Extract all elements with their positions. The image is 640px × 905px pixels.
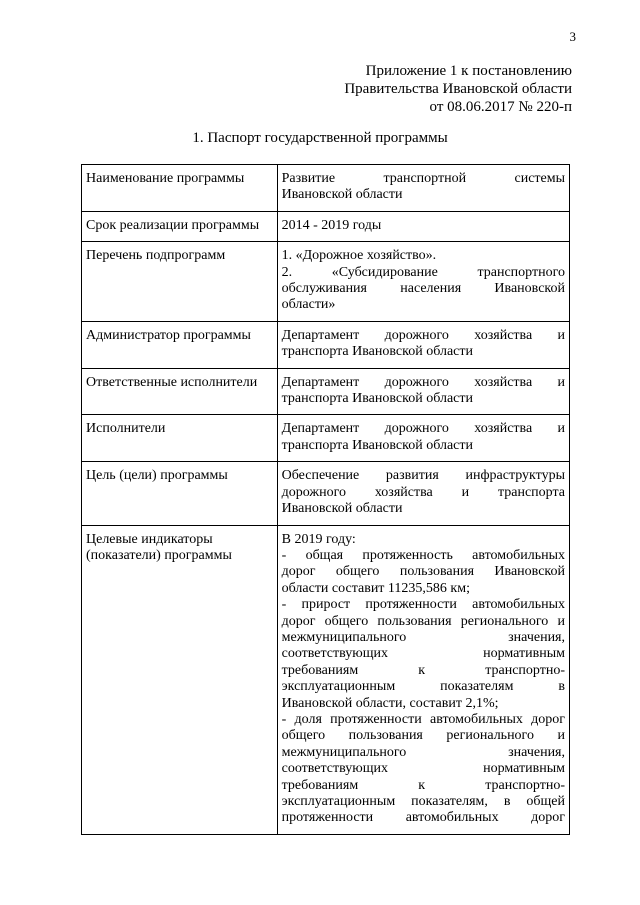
row-value: общего пользования регионального и bbox=[281, 728, 565, 744]
row-value: требованиям к транспортно- bbox=[281, 662, 565, 678]
row-value: Ивановской области bbox=[281, 187, 403, 203]
table-row bbox=[82, 165, 570, 212]
row-value: Департамент дорожного хозяйства и bbox=[281, 421, 565, 437]
row-value: - прирост протяженности автомобильных bbox=[281, 597, 565, 613]
appendix-line: от 08.06.2017 № 220-п bbox=[429, 99, 572, 115]
table-row bbox=[82, 415, 570, 462]
row-label-cell bbox=[82, 415, 278, 462]
row-label-cell bbox=[82, 211, 278, 241]
row-value: Департамент дорожного хозяйства и bbox=[281, 374, 565, 390]
row-value-cell bbox=[277, 368, 569, 415]
appendix-line: Правительства Ивановской области bbox=[344, 81, 572, 97]
row-label-cell bbox=[82, 242, 278, 322]
row-value: Обеспечение развития инфраструктуры bbox=[281, 468, 565, 484]
table-row bbox=[82, 525, 570, 834]
row-value: межмуниципального значения, bbox=[281, 744, 565, 760]
row-label-cell bbox=[82, 165, 278, 212]
row-label: Ответственные исполнители bbox=[86, 374, 258, 390]
row-value-cell bbox=[277, 415, 569, 462]
row-value-cell bbox=[277, 321, 569, 368]
row-value-cell bbox=[277, 462, 569, 525]
row-label: Перечень подпрограмм bbox=[86, 248, 226, 264]
row-value: транспорта Ивановской области bbox=[281, 344, 474, 360]
row-value: транспорта Ивановской области bbox=[281, 437, 474, 453]
row-label: Целевые индикаторы bbox=[86, 531, 213, 547]
row-label: Срок реализации программы bbox=[86, 217, 260, 233]
row-label: Администратор программы bbox=[86, 327, 251, 343]
row-label: Цель (цели) программы bbox=[86, 468, 228, 484]
row-label: (показатели) программы bbox=[86, 547, 232, 563]
row-value: межмуниципального значения, bbox=[281, 629, 565, 645]
row-value: области составит 11235,586 км; bbox=[281, 580, 470, 596]
row-value: протяженности автомобильных дорог bbox=[281, 810, 565, 826]
passport-table bbox=[81, 164, 570, 835]
row-value: обслуживания населения Ивановской bbox=[281, 281, 565, 297]
table-row bbox=[82, 321, 570, 368]
row-label-cell bbox=[82, 321, 278, 368]
table-row bbox=[82, 462, 570, 525]
page-number: 3 bbox=[569, 29, 576, 44]
row-label: Наименование программы bbox=[86, 171, 245, 186]
row-value-cell bbox=[277, 242, 569, 322]
passport-table-body bbox=[82, 165, 570, 835]
row-value: - доля протяженности автомобильных дорог bbox=[281, 711, 565, 727]
row-value: дорог общего пользования Ивановской bbox=[281, 564, 565, 580]
row-value: Ивановской области, составит 2,1%; bbox=[281, 695, 499, 711]
row-value: 1. «Дорожное хозяйство». bbox=[281, 248, 437, 264]
row-label-cell bbox=[82, 368, 278, 415]
row-value-cell bbox=[277, 211, 569, 241]
row-value: Департамент дорожного хозяйства и bbox=[281, 327, 565, 343]
table-row bbox=[82, 242, 570, 322]
row-value-cell bbox=[277, 165, 569, 212]
row-value-cell bbox=[277, 525, 569, 834]
section-title: 1. Паспорт государственной программы bbox=[192, 130, 448, 146]
row-value: соответствующих нормативным bbox=[281, 646, 565, 662]
table-row bbox=[82, 211, 570, 241]
table-row bbox=[82, 368, 570, 415]
row-label-cell bbox=[82, 462, 278, 525]
row-value: дорожного хозяйства и транспорта bbox=[281, 484, 565, 500]
row-value: требованиям к транспортно- bbox=[281, 777, 565, 793]
row-value: Ивановской области bbox=[281, 501, 403, 517]
row-value: соответствующих нормативным bbox=[281, 761, 565, 777]
row-value: дорог общего пользования регионального и bbox=[281, 613, 565, 629]
row-value: Развитие транспортной системы bbox=[281, 171, 565, 186]
row-label: Исполнители bbox=[86, 421, 166, 437]
appendix-line: Приложение 1 к постановлению bbox=[365, 63, 572, 79]
row-value: 2. «Субсидирование транспортного bbox=[281, 264, 565, 280]
row-value: В 2019 году: bbox=[281, 531, 356, 547]
row-value: эксплуатационным показателям в bbox=[281, 679, 565, 695]
row-value: - общая протяженность автомобильных bbox=[281, 547, 565, 563]
appendix-header bbox=[300, 62, 572, 116]
row-value: эксплуатационным показателям, в общей bbox=[281, 794, 565, 809]
row-value: 2014 - 2019 годы bbox=[281, 217, 382, 233]
row-label-cell bbox=[82, 525, 278, 834]
row-value: области» bbox=[281, 297, 336, 313]
row-value: транспорта Ивановской области bbox=[281, 391, 474, 407]
